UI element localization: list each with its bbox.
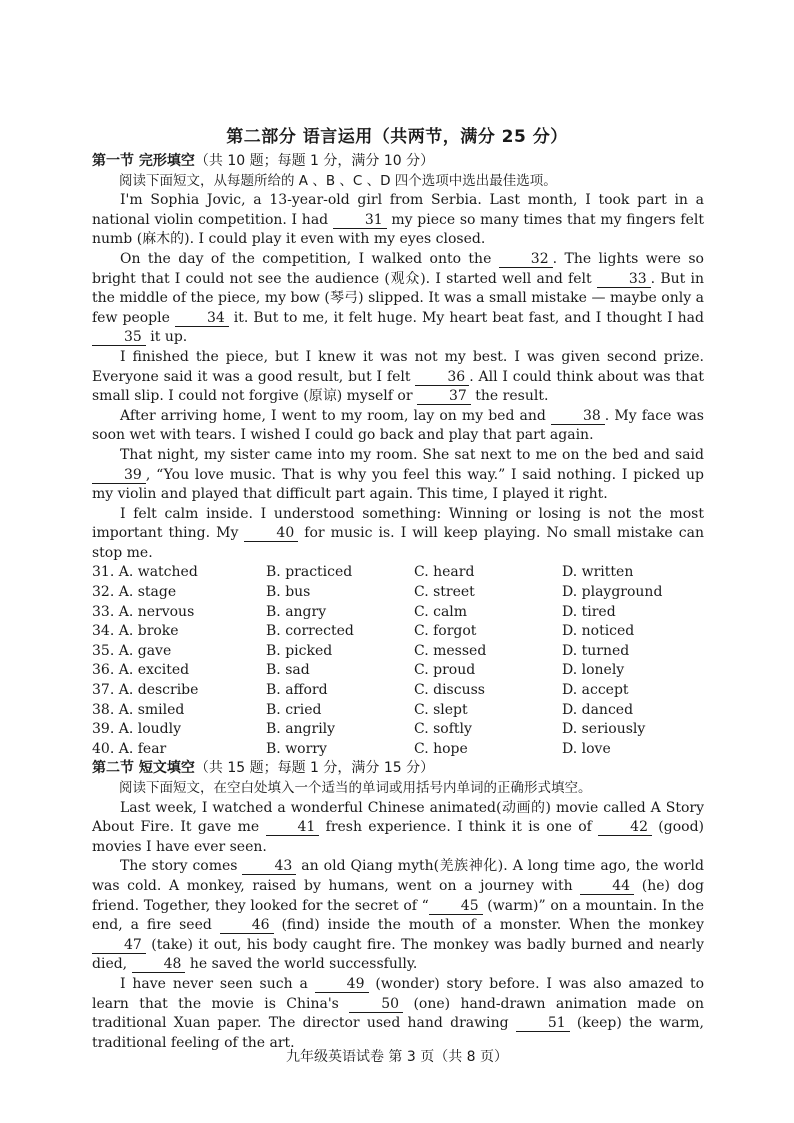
options-row — [92, 563, 704, 583]
text: fresh experience. I think it is one of — [319, 819, 599, 836]
option-c: C. slept — [414, 701, 468, 718]
cloze-paragraph-5 — [92, 446, 704, 505]
text: for music is. I will keep playing. No small mistake can stop me. — [92, 525, 704, 561]
option-b: B. bus — [266, 584, 311, 601]
section1-header — [92, 152, 704, 172]
option-c: C. heard — [414, 564, 475, 581]
blank-50: 50 — [349, 996, 403, 1013]
text: . But in the middle of the piece, my bow (琴弓) slipped. It was a small mistake — maybe only a few people — [92, 270, 705, 326]
blank-35: 35 — [92, 329, 146, 346]
text: (he) dog friend. Together, they looked for the secret of “ — [92, 877, 704, 914]
option-b: B. angry — [266, 603, 327, 620]
page-content — [92, 152, 704, 1053]
options-row — [92, 740, 704, 760]
option-b: B. afford — [266, 682, 328, 699]
section2-note: （共 15 题；每题 1 分，满分 15 分） — [194, 760, 435, 777]
options-row — [92, 583, 704, 603]
option-d: D. love — [562, 740, 611, 757]
option-a: 34. A. broke — [92, 623, 179, 640]
text: (take) it out, his body caught fire. The monkey was badly burned and nearly died, — [92, 936, 704, 973]
option-c: C. messed — [414, 642, 487, 659]
cloze-paragraph-2 — [92, 250, 704, 348]
part-title: 第二部分 语言运用（共两节，满分 25 分） — [226, 127, 568, 147]
page-footer: 九年级英语试卷 第 3 页（共 8 页） — [285, 1049, 509, 1065]
option-a: 40. A. fear — [92, 740, 167, 757]
text: I felt calm inside. I understood something: Winning or losing is not the most important thing. My — [92, 505, 704, 542]
fill-paragraph-1 — [92, 799, 704, 858]
options-row — [92, 642, 704, 662]
section1-heading: 第一节 完形填空 — [92, 153, 195, 169]
text: , “You love music. That is why you feel this way.” I said nothing. I picked up my violin and played that difficult part again. This time, I played it right. — [92, 466, 704, 503]
cloze-paragraph-4 — [92, 407, 704, 446]
option-d: D. seriously — [562, 721, 646, 738]
options-row — [92, 622, 704, 642]
blank-47: 47 — [92, 937, 146, 954]
text: the result. — [470, 388, 549, 405]
text: (wonder) story before. I was also amazed to learn that the movie is China's — [92, 975, 704, 1012]
text: . All I could think about was that small slip. I could not forgive (原谅) myself or — [92, 368, 705, 405]
text: (good) movies I have ever seen. — [92, 819, 704, 855]
option-c: C. proud — [414, 662, 476, 679]
option-d: D. written — [562, 564, 634, 581]
cloze-paragraph-1 — [92, 191, 704, 250]
blank-37: 37 — [417, 388, 471, 405]
options-row — [92, 720, 704, 740]
text: (keep) the warm, traditional feeling of the art. — [92, 1015, 705, 1051]
text: After arriving home, I went to my room, lay on my bed and — [120, 407, 551, 424]
blank-40: 40 — [244, 525, 298, 542]
option-a: 33. A. nervous — [92, 603, 195, 620]
options-row — [92, 661, 704, 681]
fill-paragraph-2 — [92, 857, 704, 975]
blank-44: 44 — [580, 878, 634, 895]
blank-43: 43 — [242, 858, 296, 875]
option-d: D. danced — [562, 701, 634, 718]
option-a: 35. A. gave — [92, 642, 172, 659]
section1-instruction: 阅读下面短文，从每题所给的 A 、B 、C 、D 四个选项中选出最佳选项。 — [119, 172, 557, 189]
option-c: C. hope — [414, 740, 468, 757]
text: That night, my sister came into my room. She sat next to me on the bed and said — [120, 446, 704, 463]
option-b: B. corrected — [266, 623, 354, 640]
option-d: D. turned — [562, 642, 630, 659]
blank-45: 45 — [429, 898, 483, 915]
option-d: D. noticed — [562, 623, 635, 640]
text: my piece so many times that my fingers felt numb (麻木的). I could play it even with my eyes closed. — [92, 211, 704, 248]
text: (one) hand-drawn animation made on traditional Xuan paper. The director used hand drawing — [92, 995, 704, 1032]
option-b: B. practiced — [266, 564, 353, 581]
blank-36: 36 — [415, 369, 469, 386]
blank-48: 48 — [132, 956, 186, 973]
blank-51: 51 — [516, 1015, 570, 1032]
options-row — [92, 681, 704, 701]
section2-instruction: 阅读下面短文，在空白处填入一个适当的单词或用括号内单词的正确形式填空。 — [119, 780, 592, 796]
option-a: 39. A. loudly — [92, 721, 181, 738]
blank-31: 31 — [333, 212, 387, 229]
option-b: B. worry — [266, 740, 327, 757]
option-b: B. angrily — [266, 721, 336, 738]
option-d: D. playground — [562, 584, 663, 601]
blank-49: 49 — [315, 976, 369, 993]
options-list — [92, 563, 704, 759]
option-a: 32. A. stage — [92, 584, 177, 601]
text: it up. — [145, 329, 188, 346]
option-d: D. tired — [562, 603, 616, 620]
text: (find) inside the mouth of a monster. When the monkey — [273, 917, 704, 934]
option-d: D. accept — [562, 682, 629, 699]
section2-heading: 第二节 短文填空 — [92, 760, 195, 777]
option-a: 31. A. watched — [92, 564, 198, 581]
option-b: B. picked — [266, 642, 333, 659]
option-c: C. softly — [414, 721, 472, 738]
text: (warm)” on a mountain. In the end, a fire seed — [92, 897, 704, 934]
option-b: B. cried — [266, 701, 322, 718]
option-c: C. discuss — [414, 682, 485, 699]
text: an old Qiang myth(羌族神化). A long time ago, the world was cold. A monkey, raised by humans, went on a journey with — [92, 858, 704, 894]
text: he saved the world successfully. — [185, 956, 418, 973]
blank-33: 33 — [597, 271, 651, 288]
blank-41: 41 — [266, 819, 320, 836]
fill-paragraph-3 — [92, 975, 704, 1053]
blank-39: 39 — [92, 467, 146, 484]
options-row — [92, 701, 704, 721]
text: . The lights were so bright that I could not see the audience (观众). I started well and felt — [92, 250, 704, 287]
text: . My face was soon wet with tears. I wished I could go back and play that part again. — [92, 407, 704, 444]
text: it. But to me, it felt huge. My heart beat fast, and I thought I had — [228, 309, 704, 326]
section1-note: （共 10 题；每题 1 分，满分 10 分） — [194, 153, 435, 169]
option-a: 37. A. describe — [92, 682, 199, 699]
text: I'm Sophia Jovic, a 13-year-old girl from Serbia. Last month, I took part in a national violin competition. I had — [92, 192, 704, 228]
blank-42: 42 — [598, 819, 652, 836]
option-c: C. forgot — [414, 623, 477, 640]
text: I have never seen such a — [120, 975, 315, 992]
option-c: C. calm — [414, 603, 468, 620]
cloze-paragraph-3 — [92, 348, 704, 407]
section2-header — [92, 759, 704, 779]
blank-46: 46 — [220, 917, 274, 934]
cloze-paragraph-6 — [92, 505, 704, 564]
options-row — [92, 603, 704, 623]
blank-32: 32 — [499, 251, 553, 268]
blank-38: 38 — [551, 408, 605, 425]
text: Last week, I watched a wonderful Chinese animated(动画的) movie called A Story About Fire. It gave me — [92, 799, 704, 836]
text: The story comes — [120, 858, 243, 875]
option-b: B. sad — [266, 662, 310, 679]
text: On the day of the competition, I walked onto the — [120, 250, 499, 267]
text: I finished the piece, but I knew it was not my best. I was given second prize. Everyone said it was a good result, but I felt — [92, 348, 704, 385]
blank-34: 34 — [175, 310, 229, 327]
option-a: 36. A. excited — [92, 662, 190, 679]
option-a: 38. A. smiled — [92, 701, 185, 718]
option-d: D. lonely — [562, 662, 625, 679]
option-c: C. street — [414, 584, 475, 601]
